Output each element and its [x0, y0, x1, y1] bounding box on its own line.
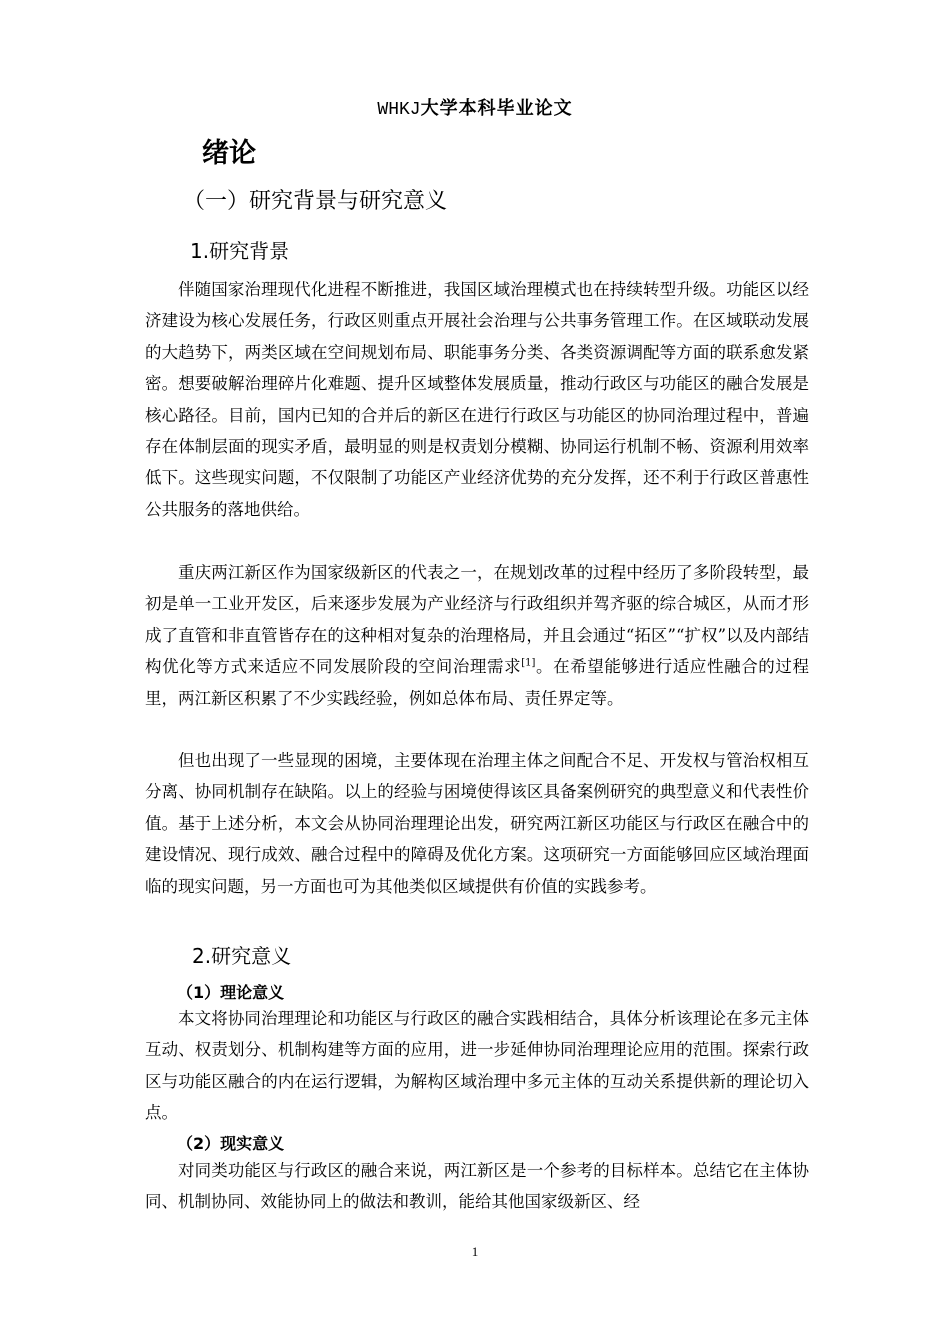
theory-heading: （1）理论意义: [177, 983, 285, 1002]
section-heading: （一）研究背景与研究意义: [183, 189, 448, 214]
paragraph-practice: 对同类功能区与行政区的融合来说，两江新区是一个参考的目标样本。总结它在主体协同、机制协同、效能协同上的做法和教训，能给其他国家级新区、经: [145, 1161, 809, 1212]
citation-ref: [1]: [521, 657, 536, 669]
header-prefix: WHKJ: [377, 100, 421, 120]
paragraph-background-3: 但也出现了一些显现的困境，主要体现在治理主体之间配合不足、开发权与管治权相互分离、协同机制存在缺陷。以上的经验与困境使得该区具备案例研究的典型意义和代表性价值。基于上述分析，本文会从协同治理理论出发，研究两江新区功能区与行政区在融合中的建设情况、现行成效、融合过程中的障碍及优化方案。这项研究一方面能够回应区域治理面临的现实问题，另一方面也可为其他类似区域提供有价值的实践参考。: [145, 751, 809, 896]
header-title: 大学本科毕业论文: [420, 98, 573, 119]
practice-heading: （2）现实意义: [177, 1134, 285, 1153]
subsection-heading-significance: 2.研究意义: [192, 944, 292, 968]
paragraph-background-2: [145, 557, 809, 714]
paragraph-background-1: 伴随国家治理现代化进程不断推进，我国区域治理模式也在持续转型升级。功能区以经济建设为核心发展任务，行政区则重点开展社会治理与公共事务管理工作。在区域联动发展的大趋势下，两类区域在空间规划布局、职能事务分类、各类资源调配等方面的联系愈发紧密。想要破解治理碎片化难题、提升区域整体发展质量，推动行政区与功能区的融合发展是核心路径。目前，国内已知的合并后的新区在进行行政区与功能区的协同治理过程中，普遍存在体制层面的现实矛盾，最明显的则是权责划分模糊、协同运行机制不畅、资源利用效率低下。这些现实问题，不仅限制了功能区产业经济优势的充分发挥，还不利于行政区普惠性公共服务的落地供给。: [145, 280, 809, 519]
paragraph-text: 重庆两江新区作为国家级新区的代表之一，在规划改革的过程中经历了多阶段转型，最初是单一工业开发区，后来逐步发展为产业经济与行政组织并驾齐驱的综合城区，从而才形成了直管和非直管皆存在的这种相对复杂的治理格局，并且会通过“拓区”“扩权”以及内部结构优化等方式来适应不同发展阶段的空间治理需求: [145, 563, 809, 677]
chapter-title: 绪论: [202, 138, 256, 169]
page-header: [0, 94, 950, 120]
paragraph-theory: 本文将协同治理理论和功能区与行政区的融合实践相结合，具体分析该理论在多元主体互动、权责划分、机制构建等方面的应用，进一步延伸协同治理理论应用的范围。探索行政区与功能区融合的内在运行逻辑，为解构区域治理中多元主体的互动关系提供新的理论切入点。: [145, 1009, 809, 1123]
page-number: 1: [471, 1244, 479, 1259]
paragraph-text: 。在希望能够进行适应性融合的过程里，两江新区积累了不少实践经验，例如总体布局、责任界定等。: [145, 657, 810, 708]
subsection-heading-background: 1.研究背景: [190, 239, 290, 263]
